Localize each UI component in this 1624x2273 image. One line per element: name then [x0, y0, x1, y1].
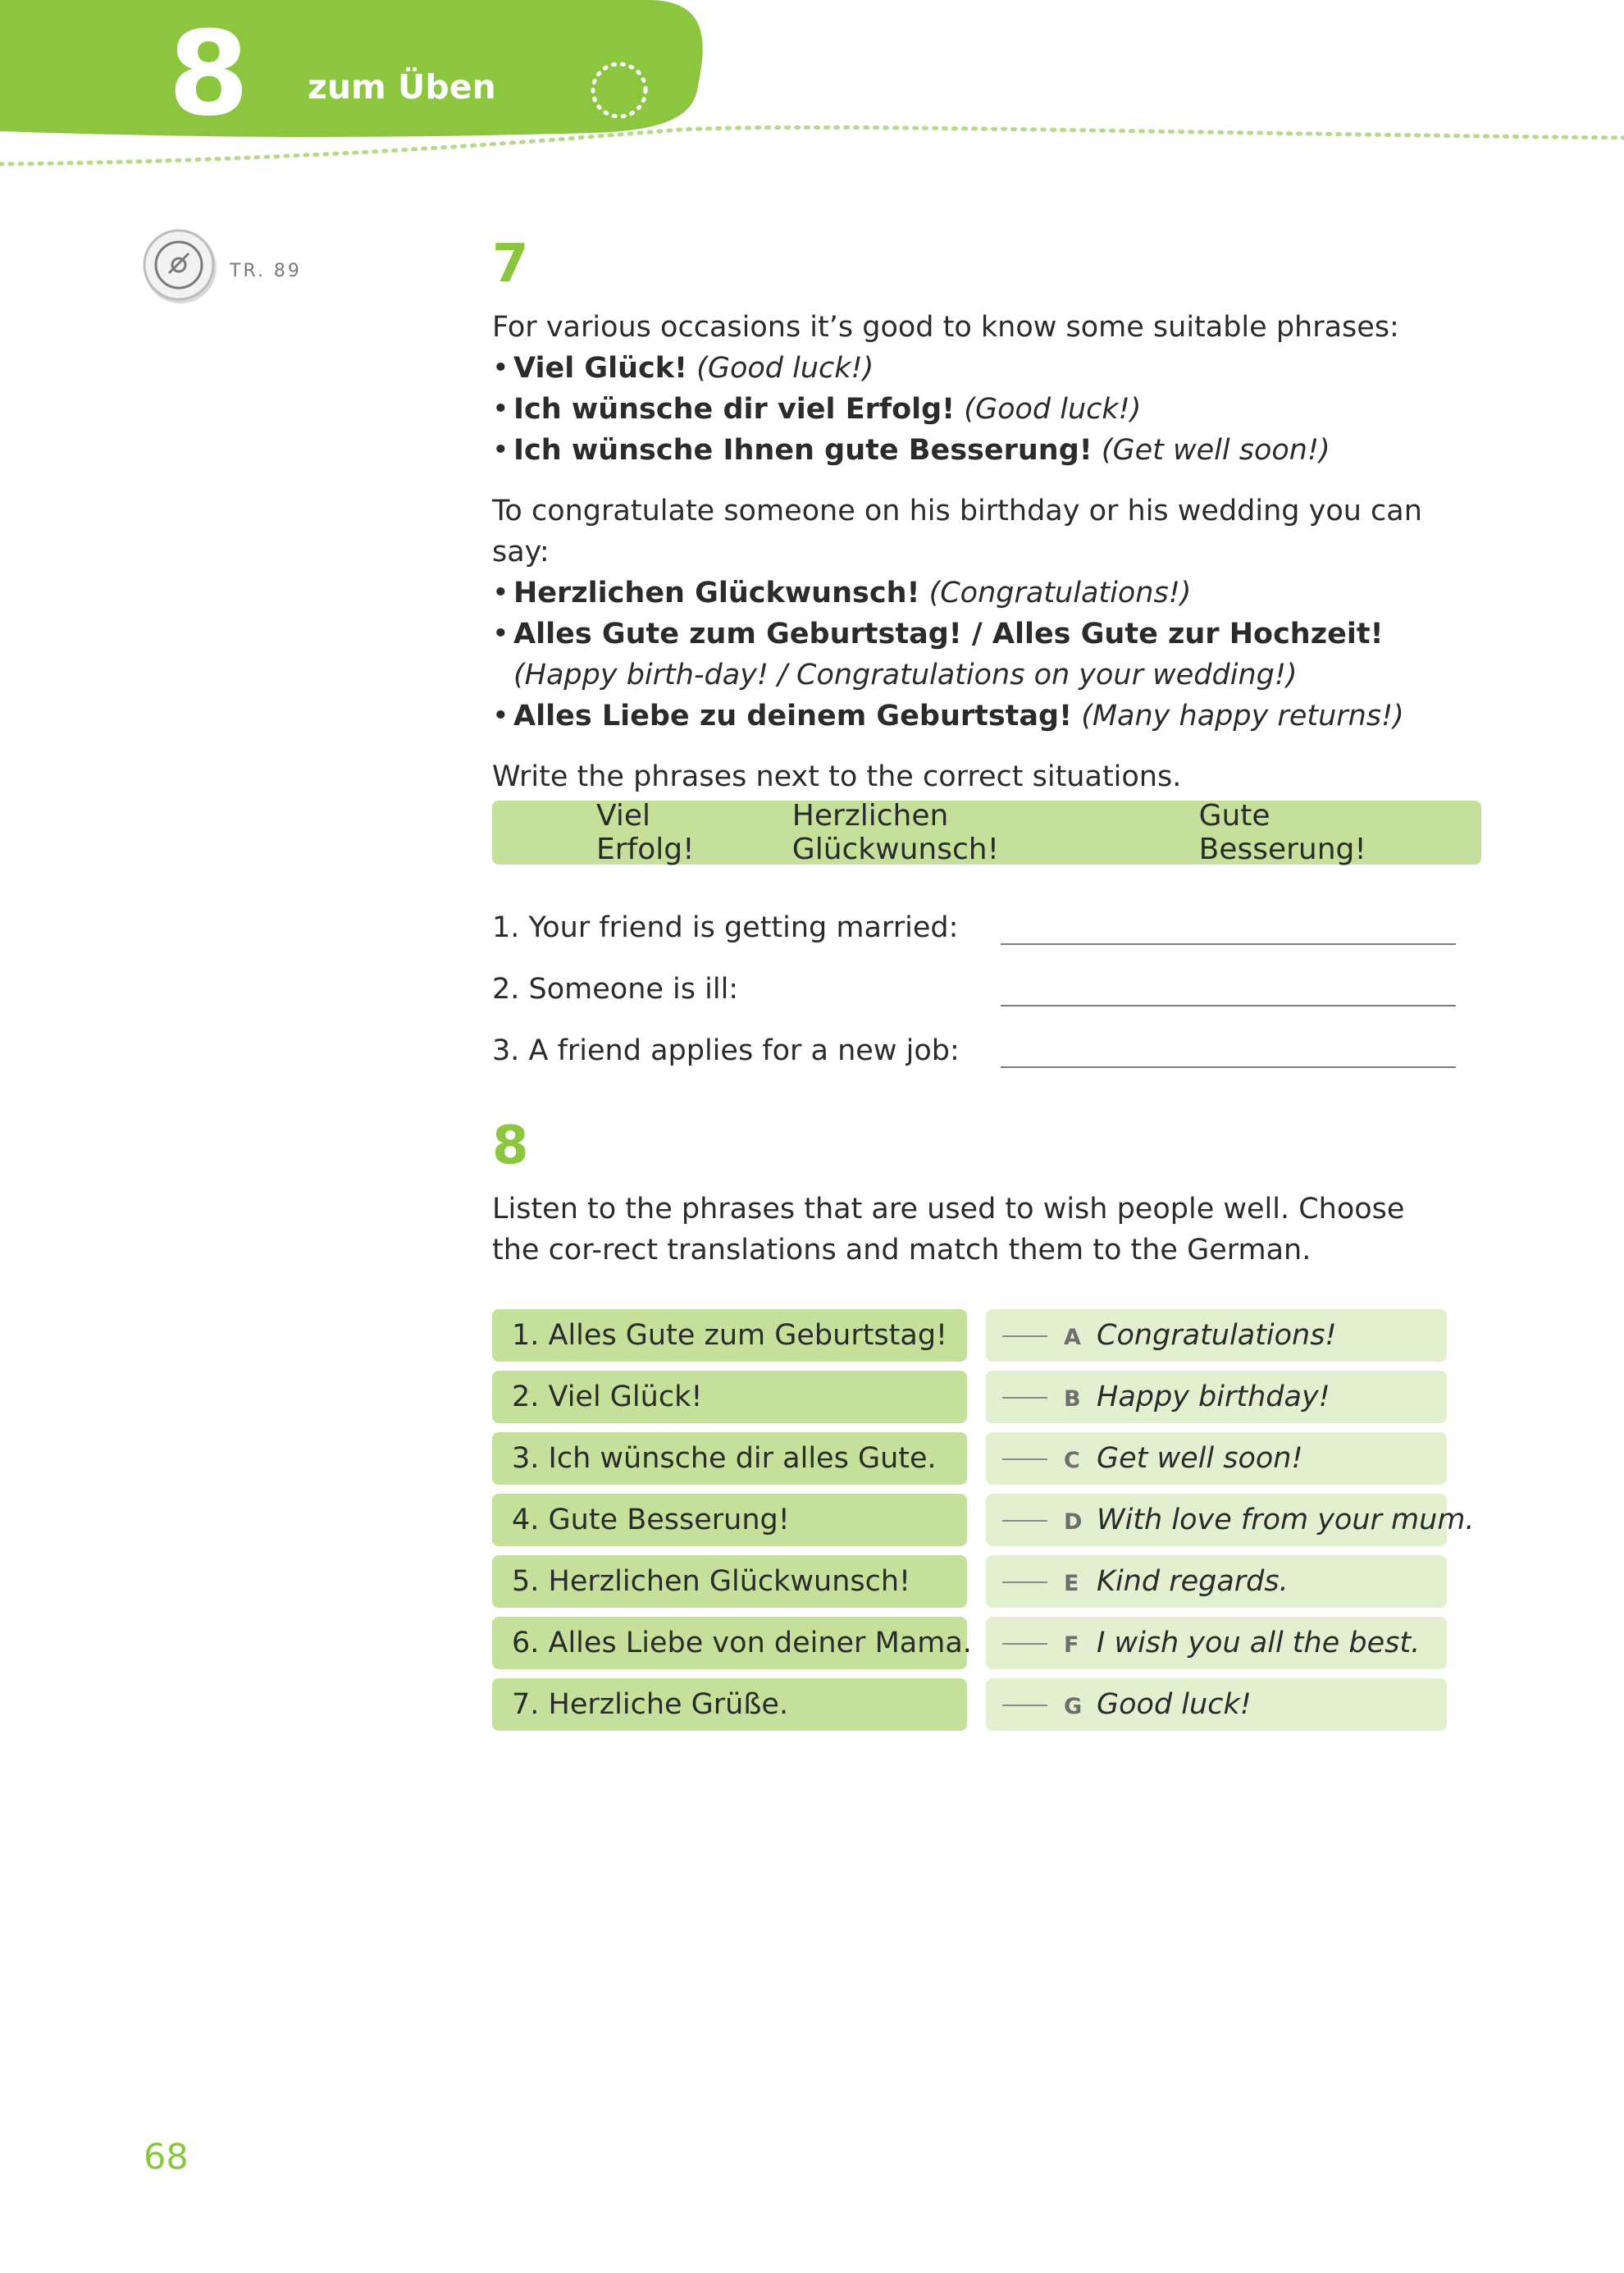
chapter-title: zum Üben — [308, 67, 496, 107]
answer-line[interactable] — [1001, 1066, 1456, 1068]
list-item: • Alles Gute zum Geburtstag! / Alles Gute zur Hochzeit! (Happy birth-day! / Congratulations on your wedding!) — [492, 614, 1457, 696]
exercise-8-instruction: Listen to the phrases that are used to wish people well. Choose the cor-rect translations and match them to the German. — [492, 1193, 1405, 1267]
exercise-7-intro: For various occasions it’s good to know some suitable phrases: — [492, 311, 1399, 344]
exercise-7 — [492, 234, 1480, 797]
situation-row — [492, 907, 1456, 948]
option-text: Get well soon! — [1097, 1442, 1303, 1475]
translation-option — [986, 1432, 1447, 1485]
option-letter: A — [1064, 1325, 1081, 1350]
german-phrase: 7. Herzliche Grüße. — [492, 1678, 967, 1731]
option-text: Good luck! — [1097, 1688, 1252, 1721]
answer-blank[interactable] — [1002, 1643, 1047, 1645]
cd-icon[interactable] — [139, 224, 221, 306]
situation-row — [492, 969, 1456, 1010]
list-item: • Viel Glück! (Good luck!) — [492, 348, 1480, 389]
option-text: Happy birthday! — [1097, 1381, 1330, 1413]
track-label: TR. 89 — [230, 261, 302, 281]
answer-blank[interactable] — [1002, 1335, 1047, 1337]
german-phrase: 5. Herzlichen Glückwunsch! — [492, 1555, 967, 1608]
situation-text: 3. A friend applies for a new job: — [492, 1034, 960, 1067]
german-phrase: 6. Alles Liebe von deiner Mama. — [492, 1617, 967, 1669]
option-letter: E — [1064, 1571, 1079, 1596]
exercise-7-intro-2: To congratulate someone on his birthday or his wedding you can say: — [492, 495, 1422, 568]
word-box-item: Gute Besserung! — [1198, 799, 1366, 866]
answer-blank[interactable] — [1002, 1582, 1047, 1583]
answer-line[interactable] — [1001, 943, 1456, 945]
word-box — [492, 801, 1481, 865]
translation-option — [986, 1555, 1447, 1608]
exercise-8-number: 8 — [492, 1116, 529, 1176]
page-number: 68 — [144, 2137, 189, 2178]
list-item: • Ich wünsche dir viel Erfolg! (Good luck!) — [492, 389, 1480, 430]
translation-option — [986, 1678, 1447, 1731]
answer-blank[interactable] — [1002, 1520, 1047, 1522]
word-box-item: Viel Erfolg! — [596, 799, 695, 866]
list-item: • Alles Liebe zu deinem Geburtstag! (Many happy returns!) — [492, 696, 1480, 737]
phrase-list-1 — [492, 348, 1480, 471]
option-text: I wish you all the best. — [1097, 1627, 1421, 1659]
list-item: • Herzlichen Glückwunsch! (Congratulations!) — [492, 573, 1480, 614]
option-text: Congratulations! — [1097, 1319, 1337, 1352]
option-text: With love from your mum. — [1097, 1504, 1475, 1536]
option-letter: B — [1064, 1386, 1081, 1412]
translation-option — [986, 1617, 1447, 1669]
option-letter: G — [1064, 1694, 1083, 1719]
translation-option — [986, 1494, 1475, 1546]
german-phrase: 2. Viel Glück! — [492, 1371, 967, 1423]
answer-blank[interactable] — [1002, 1705, 1047, 1706]
option-letter: F — [1064, 1632, 1079, 1658]
situation-row — [492, 1030, 1456, 1071]
exercise-8 — [492, 1116, 1480, 1271]
answer-blank[interactable] — [1002, 1458, 1047, 1460]
translation-option — [986, 1309, 1447, 1362]
exercise-7-number: 7 — [492, 234, 529, 294]
list-item: • Ich wünsche Ihnen gute Besserung! (Get well soon!) — [492, 430, 1480, 471]
word-box-item: Herzlichen Glückwunsch! — [791, 799, 1000, 866]
situation-text: 2. Someone is ill: — [492, 973, 739, 1006]
option-text: Kind regards. — [1097, 1565, 1289, 1598]
german-phrase: 4. Gute Besserung! — [492, 1494, 967, 1546]
translation-option — [986, 1371, 1447, 1423]
german-phrase: 1. Alles Gute zum Geburtstag! — [492, 1309, 967, 1362]
situation-text: 1. Your friend is getting married: — [492, 911, 959, 944]
option-letter: C — [1064, 1448, 1080, 1473]
answer-line[interactable] — [1001, 1005, 1456, 1006]
german-phrase: 3. Ich wünsche dir alles Gute. — [492, 1432, 967, 1485]
phrase-list-2 — [492, 573, 1480, 737]
answer-blank[interactable] — [1002, 1397, 1047, 1399]
chapter-number: 8 — [168, 7, 249, 142]
option-letter: D — [1064, 1509, 1083, 1535]
exercise-7-instruction: Write the phrases next to the correct situations. — [492, 760, 1182, 793]
